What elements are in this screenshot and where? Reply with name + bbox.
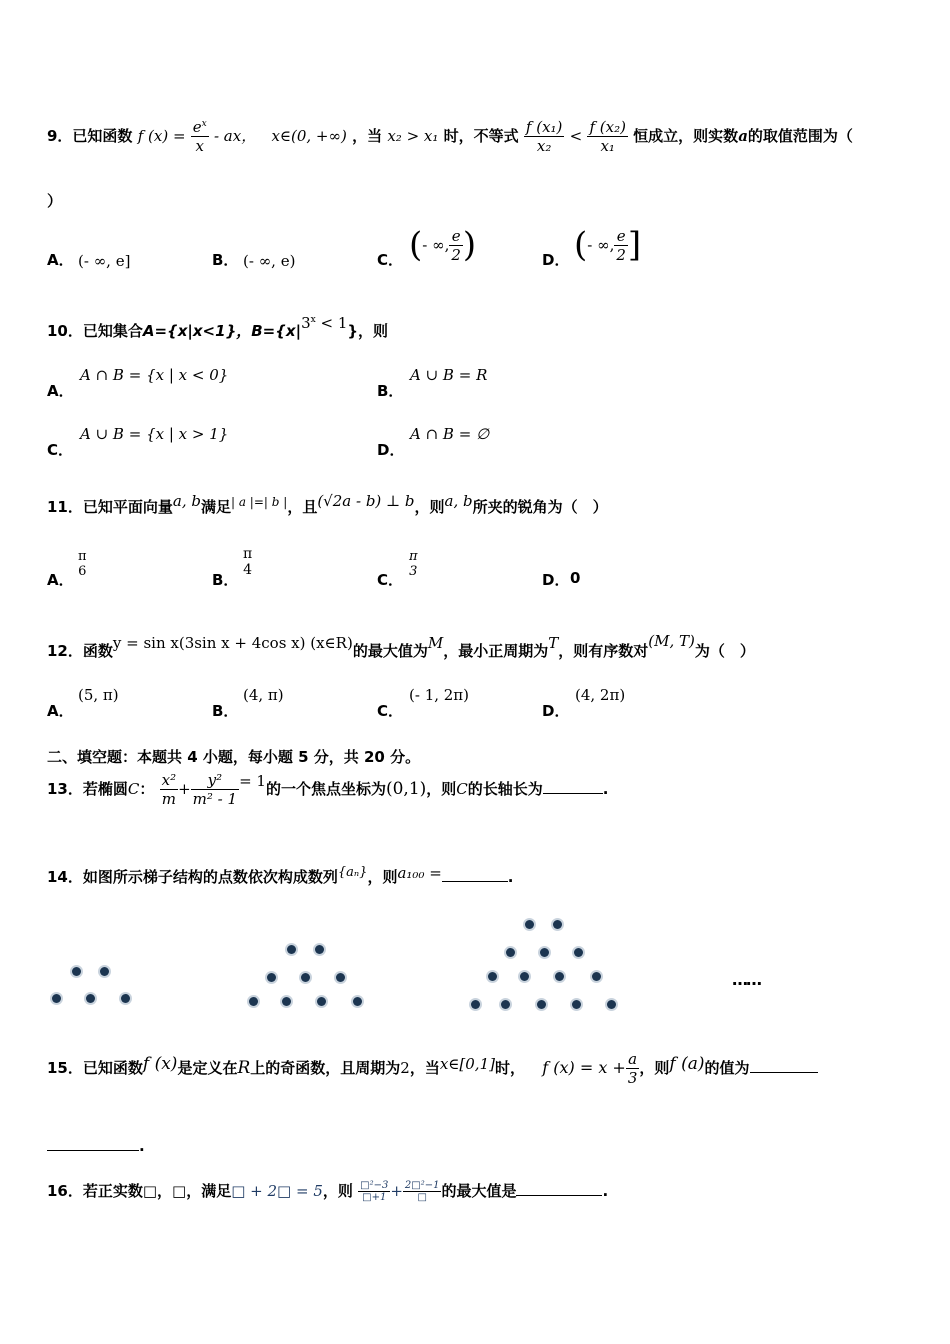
dot (607, 1000, 616, 1009)
q12-option-d-label: D． (542, 702, 570, 720)
q14-a100: a₁₀₀ = (397, 864, 442, 882)
q9-a: a (738, 127, 748, 145)
dot (501, 1000, 510, 1009)
q10-tail: }，则 (347, 322, 389, 340)
dot (100, 967, 109, 976)
q15-end: . (139, 1137, 145, 1155)
q15-fdef: f (x) = x + (542, 1058, 626, 1077)
q9-cond: x₂ > x₁ (387, 127, 439, 145)
q10-option-b-label: B． (377, 382, 404, 400)
dot (520, 972, 529, 981)
q15-answer-blank-1[interactable] (750, 1058, 818, 1073)
q11-option-b-label: B． (212, 571, 239, 589)
q13-plus: + (178, 780, 191, 798)
q14-stem: 14．如图所示梯子结构的点数依次构成数列 (47, 868, 338, 886)
question-10 (47, 314, 389, 341)
q9-domain: x∈(0, +∞) (271, 127, 347, 145)
q11-perp: (√2a - b) ⊥ b (317, 492, 415, 510)
q11-option-d-label: D． (542, 571, 570, 589)
dot (301, 973, 310, 982)
q12-tail: 为（ ） (694, 642, 755, 660)
q10-option-c-label: C． (47, 441, 74, 459)
q11-then: ，则 (414, 498, 445, 516)
q10-option-a-label: A． (47, 382, 74, 400)
q13-stem: 13．若椭圆 (47, 780, 128, 798)
dot (353, 997, 362, 1006)
q16-plus: + (390, 1182, 403, 1200)
q12-M: M (427, 634, 444, 652)
q15-two: 2 (400, 1059, 410, 1077)
q15-fx: f (x) (142, 1054, 178, 1074)
q9-stem: 9．已知函数 (47, 127, 133, 145)
q11-option-d-value: 0 (570, 569, 581, 587)
q11-option-c-label: C． (377, 571, 404, 589)
dot (336, 973, 345, 982)
q15-frac: $\frac{a}{3}$ (627, 1050, 638, 1087)
q16-answer-blank[interactable] (516, 1181, 602, 1196)
q10-option-a-value: A ∩ B = {x | x < 0} (80, 366, 229, 384)
q15-when: ，当 (409, 1059, 440, 1077)
q16-end: . (602, 1182, 609, 1200)
q11-ab2: a, b (444, 492, 473, 510)
q13-frac-2: $\frac{\text{y²}}{\text{m² - 1}}$ (192, 771, 238, 808)
section-2-heading: 二、填空题：本题共 4 小题，每小题 5 分，共 20 分。 (47, 748, 421, 766)
q9-option-b-value: (- ∞, e) (243, 252, 296, 270)
question-13 (47, 771, 609, 808)
figure-ellipsis: …… (732, 970, 760, 989)
q9-minus: - ax， (213, 127, 257, 145)
q15-then: ，则 (639, 1059, 670, 1077)
q13-eq: = 1 (239, 772, 266, 790)
q12-option-d-value: (4, 2π) (575, 686, 626, 704)
dot (471, 1000, 480, 1009)
q12-func: y = sin x(3sin x + 4cos x) (x∈R) (112, 634, 353, 652)
q13-focus: (0,1) (385, 779, 427, 799)
dot (52, 994, 61, 1003)
q9-option-b-label: B． (212, 251, 239, 269)
q15-stem: 15．已知函数 (47, 1059, 143, 1077)
q10-cond: $3^x < 1$ (301, 314, 348, 332)
q12-T: T (548, 634, 559, 652)
q11-option-c-value: π 3 (409, 549, 418, 579)
q16-then: ，则 (322, 1182, 353, 1200)
q11-stem: 11．已知平面向量 (47, 498, 173, 516)
q15-R: R (237, 1058, 251, 1078)
q12-period: ，最小正周期为 (443, 642, 549, 660)
q9-frac-1: $\frac{\text{f (x₁)}}{\text{x₂}}$ (525, 118, 563, 155)
q9-option-a-value: (- ∞, e] (78, 252, 131, 270)
q11-ab: a, b (172, 492, 201, 510)
q12-stem: 12．函数 (47, 642, 113, 660)
q11-and: ，且 (287, 498, 318, 516)
q9-frac-2: $\frac{\text{f (x₂)}}{\text{x₁}}$ (589, 118, 626, 155)
q9-lt: < (569, 127, 583, 145)
q15-fa: f (a) (669, 1054, 705, 1074)
question-14 (47, 866, 514, 887)
question-12 (47, 632, 755, 661)
q12-option-b-value: (4, π) (243, 686, 284, 704)
q12-option-c-label: C． (377, 702, 404, 720)
q16-cond: □ + 2□ = 5 (231, 1182, 323, 1200)
q9-ineq-text: 时，不等式 (443, 127, 519, 145)
q14-end: . (507, 868, 514, 886)
dot (525, 920, 534, 929)
q9-tail: 恒成立，则实数 (633, 127, 739, 145)
q9-tail2: 的取值范围为（ (747, 127, 853, 145)
dot (574, 948, 583, 957)
q10-stem: 10．已知集合 (47, 322, 143, 340)
q12-option-b-label: B． (212, 702, 239, 720)
q12-option-a-label: A． (47, 702, 74, 720)
q15-time: 时， (494, 1059, 525, 1077)
dot (555, 972, 564, 981)
dot (287, 945, 296, 954)
dot (572, 1000, 581, 1009)
q9-when: ，当 (352, 127, 383, 145)
dot (553, 920, 562, 929)
q13-mid2: ，则 (426, 780, 457, 798)
q16-frac-1: $\frac{\text{□²−3}}{□+1}$ (360, 1180, 389, 1203)
q13-tail: 的长轴长为 (467, 780, 543, 798)
q13-mid: 的一个焦点坐标为 (265, 780, 386, 798)
dot (506, 948, 515, 957)
question-15 (47, 1050, 818, 1087)
q11-option-a-label: A． (47, 571, 74, 589)
q15-interval: x∈[0,1] (439, 1055, 495, 1073)
q13-C2: C (456, 780, 468, 798)
q11-option-b-value: π 4 (243, 546, 253, 578)
q15-odd: 上的奇函数，且周期为 (250, 1059, 401, 1077)
question-16 (47, 1180, 608, 1203)
q9-option-d-label: D． (542, 251, 570, 269)
q9-fx: f (x) = (137, 127, 186, 145)
dot (488, 972, 497, 981)
q10-option-d-label: D． (377, 441, 405, 459)
q13-colon: ： (139, 780, 155, 798)
q10-set-a: A={x|x<1}， (142, 322, 252, 340)
q15-tail: 的值为 (704, 1059, 750, 1077)
dot (267, 973, 276, 982)
q14-seq: {aₙ} (337, 865, 368, 880)
dot (72, 967, 81, 976)
dot (121, 994, 130, 1003)
q15-line-2 (47, 1136, 145, 1155)
question-11 (47, 492, 608, 517)
q14-then: ，则 (367, 868, 398, 886)
q12-pair: (M, T) (648, 632, 695, 650)
q13-end: . (602, 780, 609, 798)
q11-option-a-value: π 6 (78, 549, 87, 579)
q13-answer-blank[interactable] (543, 779, 603, 794)
q12-max: 的最大值为 (352, 642, 428, 660)
q16-frac-2: $\frac{\text{2□²−1}}{□}$ (404, 1180, 440, 1203)
q9-close: ） (47, 192, 63, 210)
q16-stem: 16．若正实数 (47, 1182, 143, 1200)
q11-eq: | a |=| b | (230, 495, 288, 509)
q16-tail: 的最大值是 (441, 1182, 517, 1200)
dot (540, 948, 549, 957)
q16-vars: □，□，满足 (142, 1182, 232, 1200)
q9-option-c-label: C． (377, 251, 404, 269)
q10-option-d-value: A ∩ B = ∅ (410, 425, 490, 443)
q9-option-d-value: (- ∞, $\frac{e}{2}$ ] (574, 225, 642, 265)
dot (592, 972, 601, 981)
question-9 (47, 118, 853, 155)
q15-def: 是定义在 (177, 1059, 238, 1077)
q13-frac-1: $\frac{\text{x²}}{m}$ (161, 771, 177, 808)
q9-fraction: $\frac{e^x}{x}$ (192, 118, 207, 155)
q11-tail: 所夹的锐角为（ ） (472, 498, 608, 516)
q10-set-b: B={x| (251, 322, 302, 340)
q15-answer-blank-2[interactable] (47, 1136, 139, 1151)
q10-option-c-value: A ∪ B = {x | x > 1} (80, 425, 229, 443)
dot (86, 994, 95, 1003)
q9-option-a-label: A． (47, 251, 74, 269)
dot (282, 997, 291, 1006)
q9-option-c-value: (- ∞, $\frac{e}{2}$ ) (409, 225, 477, 265)
dot (317, 997, 326, 1006)
q12-pair-text: ，则有序数对 (558, 642, 649, 660)
q12-option-c-value: (- 1, 2π) (409, 686, 470, 704)
q13-C: C (127, 780, 140, 798)
q10-option-b-value: A ∪ B = R (410, 366, 488, 384)
q11-satisfy: 满足 (200, 498, 231, 516)
q12-option-a-value: (5, π) (78, 686, 119, 704)
dot (315, 945, 324, 954)
q14-answer-blank[interactable] (442, 867, 508, 882)
dot (537, 1000, 546, 1009)
dot (249, 997, 258, 1006)
